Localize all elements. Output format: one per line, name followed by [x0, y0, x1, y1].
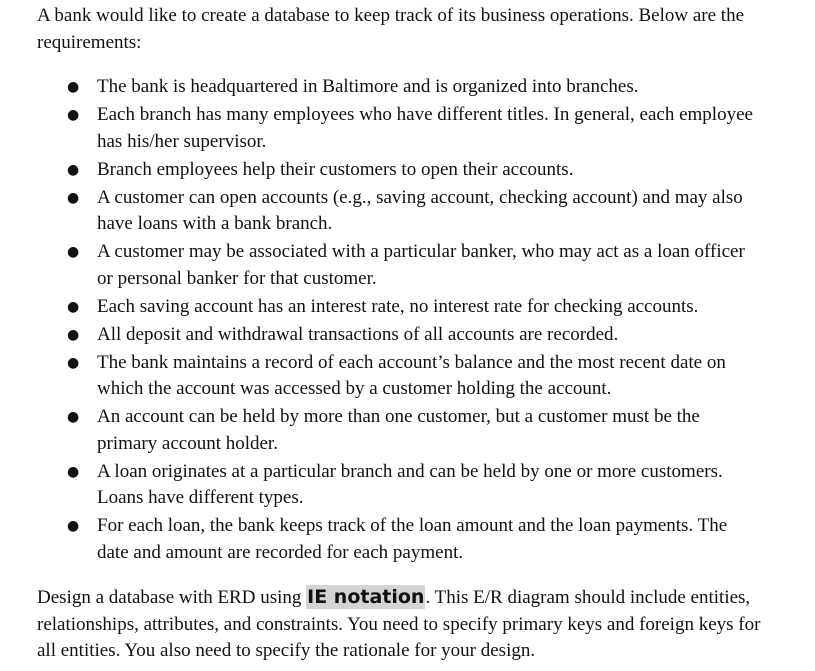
- design-paragraph: [37, 584, 767, 665]
- list-item: [37, 294, 762, 321]
- list-item: [37, 74, 762, 101]
- list-item: [37, 350, 762, 403]
- bullet-icon: ●: [67, 107, 80, 123]
- list-item-text: A loan originates at a particular branch and can be held by one or more customers. Loans have different types.: [97, 460, 723, 508]
- list-item-text: For each loan, the bank keeps track of the loan amount and the loan payments. The date and amount are recorded for each payment.: [97, 515, 728, 563]
- document-body: [37, 3, 767, 665]
- list-item-text: A customer may be associated with a particular banker, who may act as a loan officer or personal banker for that customer.: [97, 241, 745, 289]
- design-text-before: Design a database with ERD using: [37, 587, 307, 608]
- design-text-after: . This E/R diagram should include entities, relationships, attributes, and constraints. You need to specify primary keys and foreign keys for all entities. You also need to specify the rationale for your design.: [37, 587, 761, 661]
- list-item-text: The bank maintains a record of each account’s balance and the most recent date on which the account was accessed by a customer holding the account.: [97, 351, 726, 399]
- bullet-icon: ●: [67, 298, 80, 315]
- list-item: [37, 157, 762, 184]
- bullet-icon: ●: [67, 518, 80, 534]
- list-item: [37, 239, 762, 292]
- bullet-icon: ●: [67, 244, 80, 260]
- list-item-text: Each branch has many employees who have different titles. In general, each employee has his/her supervisor.: [97, 104, 753, 152]
- list-item-text: The bank is headquartered in Baltimore and is organized into branches.: [97, 76, 639, 97]
- list-item: [37, 459, 762, 512]
- requirements-list: [37, 74, 767, 566]
- bullet-icon: ●: [67, 354, 80, 371]
- bullet-icon: ●: [67, 161, 80, 178]
- list-item: [37, 404, 762, 457]
- bullet-icon: ●: [67, 326, 80, 343]
- bullet-icon: ●: [67, 79, 80, 95]
- list-item: [37, 185, 762, 238]
- bullet-icon: ●: [67, 463, 80, 480]
- ie-notation-highlight: IE notation: [307, 586, 425, 608]
- list-item: [37, 102, 762, 155]
- list-item-text: Each saving account has an interest rate, no interest rate for checking accounts.: [97, 295, 699, 317]
- list-item-text: Branch employees help their customers to open their accounts.: [97, 158, 574, 180]
- list-item: [37, 513, 762, 566]
- list-item-text: A customer can open accounts (e.g., saving account, checking account) and may also have loans with a bank branch.: [97, 186, 743, 234]
- bullet-icon: ●: [67, 409, 80, 425]
- list-item-text: All deposit and withdrawal transactions of all accounts are recorded.: [97, 323, 619, 345]
- list-item: [37, 322, 762, 349]
- list-item-text: An account can be held by more than one customer, but a customer must be the primary account holder.: [97, 406, 700, 454]
- intro-paragraph: A bank would like to create a database to keep track of its business operations. Below are the requirements:: [37, 5, 744, 53]
- bullet-icon: ●: [67, 189, 80, 206]
